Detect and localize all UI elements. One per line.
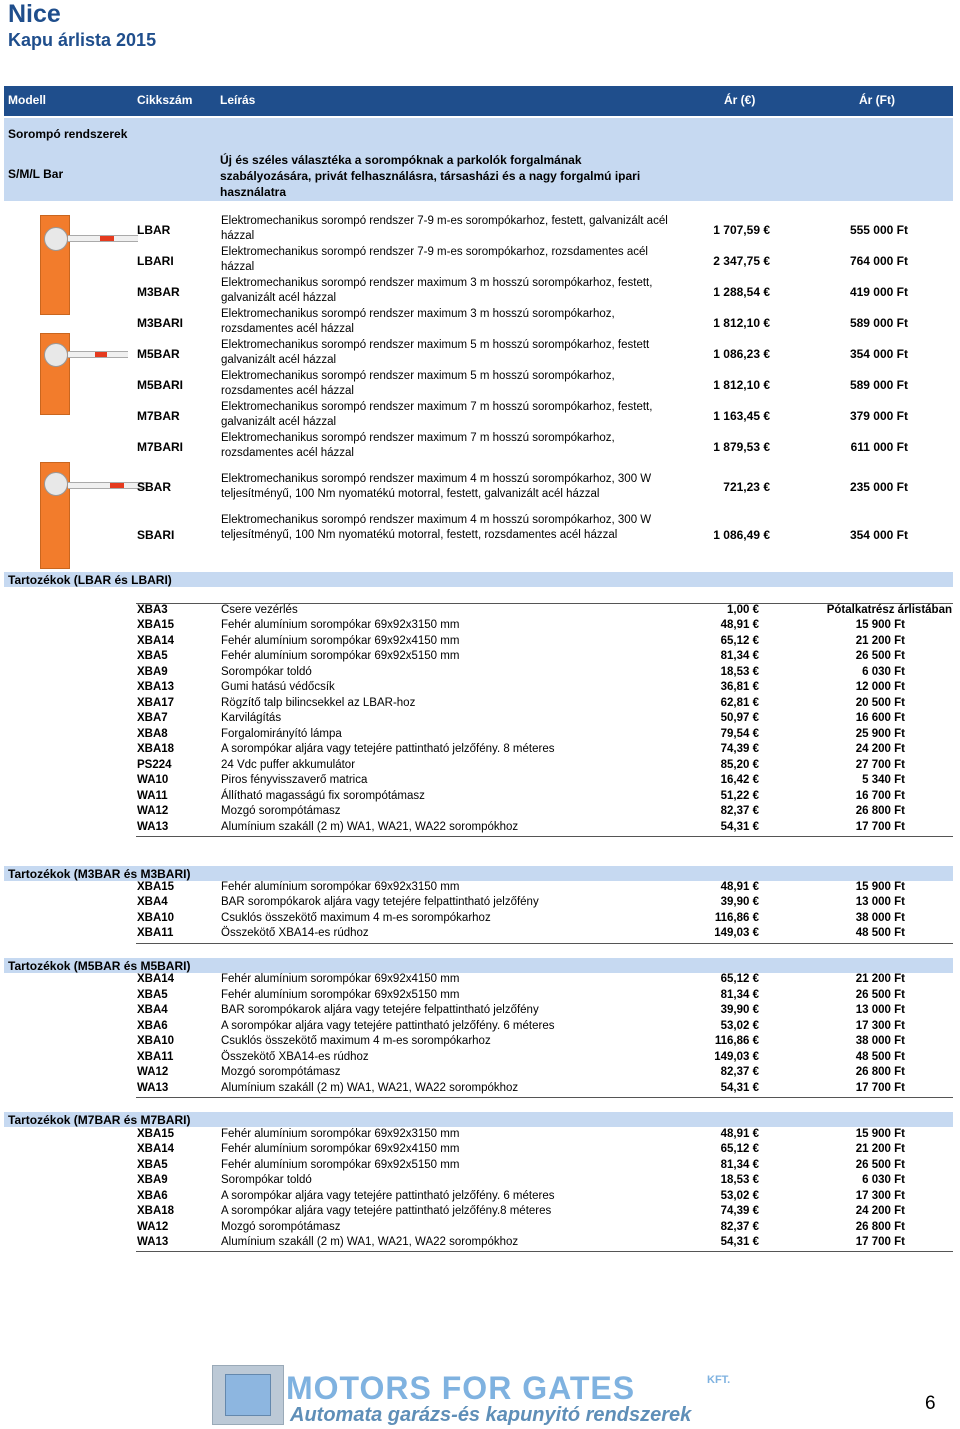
item-code: XBA3 bbox=[137, 604, 168, 616]
accessory-row bbox=[0, 697, 960, 712]
item-price-eur: 36,81 € bbox=[720, 681, 759, 693]
page-number: 6 bbox=[925, 1393, 936, 1414]
item-code: XBA18 bbox=[137, 1205, 175, 1217]
item-price-eur: 81,34 € bbox=[720, 989, 759, 1001]
company-logo-suffix: KFT. bbox=[707, 1374, 731, 1386]
item-price-huf: 26 500 Ft bbox=[855, 650, 905, 662]
accessory-group-title-bar bbox=[4, 958, 953, 973]
accessory-group-title: Tartozékok (M3BAR és M3BARI) bbox=[8, 867, 191, 881]
item-code: XBA8 bbox=[137, 728, 168, 740]
item-price-eur: 53,02 € bbox=[720, 1020, 759, 1032]
accessory-row bbox=[0, 912, 960, 927]
accessory-row bbox=[0, 1020, 960, 1035]
product-model: LBARI bbox=[137, 254, 174, 268]
company-tagline: Automata garázs-és kapunyitó rendszerek bbox=[290, 1404, 692, 1426]
item-desc: Mozgó sorompótámasz bbox=[221, 1221, 341, 1233]
item-code: XBA17 bbox=[137, 697, 175, 709]
item-price-eur: 85,20 € bbox=[720, 759, 759, 771]
accessory-row bbox=[0, 759, 960, 774]
accessory-row bbox=[0, 1128, 960, 1143]
item-code: XBA13 bbox=[137, 681, 175, 693]
item-code: XBA4 bbox=[137, 896, 168, 908]
item-desc: A sorompókar aljára vagy tetejére pattintható jelzőfény. 6 méteres bbox=[221, 1020, 555, 1032]
item-code: WA12 bbox=[137, 1066, 169, 1078]
item-price-huf: 26 800 Ft bbox=[855, 1066, 905, 1078]
item-code: XBA14 bbox=[137, 635, 175, 647]
item-desc: Sorompókar toldó bbox=[221, 666, 312, 678]
product-price-huf: 589 000 Ft bbox=[849, 316, 908, 330]
item-price-eur: 39,90 € bbox=[720, 1004, 759, 1016]
product-model: M5BARI bbox=[137, 378, 184, 392]
item-code: XBA18 bbox=[137, 743, 175, 755]
accessory-row bbox=[0, 1066, 960, 1081]
product-price-eur: 1 812,10 € bbox=[713, 378, 770, 392]
accessory-row bbox=[0, 1236, 960, 1251]
accessory-row bbox=[0, 712, 960, 727]
item-price-huf: 21 200 Ft bbox=[855, 635, 905, 647]
table-header bbox=[4, 86, 953, 116]
item-price-eur: 74,39 € bbox=[720, 1205, 759, 1217]
section-band bbox=[4, 118, 953, 148]
product-desc: Elektromechanikus sorompó rendszer maximum 7 m hosszú sorompókarhoz, rozsdamentes acél házzal bbox=[221, 432, 615, 459]
item-desc: Összekötő XBA14-es rúdhoz bbox=[221, 927, 369, 939]
item-desc: Összekötő XBA14-es rúdhoz bbox=[221, 1051, 369, 1063]
item-price-huf: 12 000 Ft bbox=[855, 681, 905, 693]
item-price-eur: 65,12 € bbox=[720, 973, 759, 985]
item-desc: Állítható magasságú fix sorompótámasz bbox=[221, 790, 425, 802]
accessory-group-title: Tartozékok (M7BAR és M7BARI) bbox=[8, 1113, 191, 1127]
product-model: SBAR bbox=[137, 480, 172, 494]
accessory-row bbox=[0, 989, 960, 1004]
item-price-eur: 65,12 € bbox=[720, 635, 759, 647]
item-price-huf: 24 200 Ft bbox=[855, 743, 905, 755]
item-price-eur: 62,81 € bbox=[720, 697, 759, 709]
product-row bbox=[0, 513, 960, 559]
item-desc: Alumínium szakáll (2 m) WA1, WA21, WA22 sorompókhoz bbox=[221, 1236, 519, 1248]
item-price-huf: 17 300 Ft bbox=[855, 1020, 905, 1032]
item-price-eur: 81,34 € bbox=[720, 650, 759, 662]
accessory-row bbox=[0, 1051, 960, 1066]
item-price-huf: 15 900 Ft bbox=[855, 1128, 905, 1140]
product-price-eur: 1 086,23 € bbox=[713, 347, 770, 361]
product-model: LBAR bbox=[137, 223, 171, 237]
product-price-huf: 611 000 Ft bbox=[850, 440, 908, 454]
item-price-eur: 116,86 € bbox=[714, 912, 759, 924]
product-row bbox=[0, 400, 960, 431]
accessory-row bbox=[0, 728, 960, 743]
intro-model: S/M/L Bar bbox=[8, 167, 64, 181]
item-desc: Sorompókar toldó bbox=[221, 1174, 312, 1186]
item-price-eur: 18,53 € bbox=[720, 666, 759, 678]
item-price-huf: 17 700 Ft bbox=[855, 1236, 905, 1248]
company-logo-text: MOTORS FOR GATES bbox=[286, 1370, 636, 1406]
col-code: Cikkszám bbox=[137, 93, 193, 107]
item-desc: Fehér alumínium sorompókar 69x92x5150 mm bbox=[221, 989, 460, 1001]
item-desc: 24 Vdc puffer akkumulátor bbox=[221, 759, 356, 771]
product-desc: Elektromechanikus sorompó rendszer 7-9 m-es sorompókarhoz, festett, galvanizált acél házzal bbox=[221, 215, 668, 242]
product-price-eur: 1 163,45 € bbox=[713, 409, 770, 423]
col-eur: Ár (€) bbox=[724, 93, 756, 107]
item-code: XBA7 bbox=[137, 712, 168, 724]
product-price-eur: 1 288,54 € bbox=[713, 285, 770, 299]
item-code: XBA5 bbox=[137, 989, 168, 1001]
item-price-huf: 6 030 Ft bbox=[862, 1174, 905, 1186]
item-price-huf: 27 700 Ft bbox=[855, 759, 905, 771]
col-model: Modell bbox=[8, 93, 46, 107]
accessory-row bbox=[0, 927, 960, 942]
accessory-group-title: Tartozékok (LBAR és LBARI) bbox=[8, 573, 172, 587]
item-price-eur: 48,91 € bbox=[720, 881, 759, 893]
item-code: XBA10 bbox=[137, 912, 175, 924]
item-price-eur: 50,97 € bbox=[720, 712, 759, 724]
accessory-row bbox=[0, 1221, 960, 1236]
item-code: XBA11 bbox=[137, 927, 174, 939]
item-code: XBA9 bbox=[137, 666, 168, 678]
item-price-huf: 6 030 Ft bbox=[862, 666, 905, 678]
product-row bbox=[0, 338, 960, 369]
item-price-eur: 48,91 € bbox=[720, 1128, 759, 1140]
item-code: XBA15 bbox=[137, 619, 175, 631]
accessory-row bbox=[0, 666, 960, 681]
item-desc: BAR sorompókarok aljára vagy tetejére felpattintható jelzőfény bbox=[221, 1004, 539, 1016]
item-price-eur: 65,12 € bbox=[720, 1143, 759, 1155]
item-price-eur: 54,31 € bbox=[720, 821, 759, 833]
item-price-eur: 149,03 € bbox=[714, 1051, 759, 1063]
item-code: XBA5 bbox=[137, 650, 168, 662]
intro-text: Új és széles választéka a sorompóknak a parkolók forgalmának szabályozására, privát felhasználásra, társasházi és a nagy forgalmú ipari használatra bbox=[220, 153, 641, 199]
item-code: XBA14 bbox=[137, 1143, 175, 1155]
item-price-huf: 48 500 Ft bbox=[855, 927, 905, 939]
product-row bbox=[0, 214, 960, 245]
item-price-huf: 21 200 Ft bbox=[855, 973, 905, 985]
item-code: XBA9 bbox=[137, 1174, 168, 1186]
item-desc: Fehér alumínium sorompókar 69x92x3150 mm bbox=[221, 1128, 460, 1140]
product-row bbox=[0, 431, 960, 462]
accessory-row bbox=[0, 635, 960, 650]
item-price-eur: 82,37 € bbox=[720, 805, 759, 817]
accessory-row bbox=[0, 881, 960, 896]
item-desc: Gumi hatású védőcsík bbox=[221, 681, 335, 693]
group-separator bbox=[136, 836, 953, 837]
product-price-eur: 1 812,10 € bbox=[713, 316, 770, 330]
item-code: WA13 bbox=[137, 1082, 169, 1094]
item-price-eur: 82,37 € bbox=[720, 1221, 759, 1233]
accessory-row bbox=[0, 681, 960, 696]
accessory-row bbox=[0, 805, 960, 820]
product-desc: Elektromechanikus sorompó rendszer maximum 4 m hosszú sorompókarhoz, 300 W teljesítményű, 100 Nm nyomatékú motorral, festett, rozsdamentes acél házzal bbox=[221, 514, 652, 541]
product-price-huf: 379 000 Ft bbox=[849, 409, 908, 423]
item-price-huf: 15 900 Ft bbox=[855, 619, 905, 631]
accessory-row bbox=[0, 821, 960, 836]
group-separator bbox=[136, 1251, 953, 1252]
accessory-group-title-bar bbox=[4, 572, 953, 587]
item-code: XBA6 bbox=[137, 1020, 168, 1032]
product-desc: Elektromechanikus sorompó rendszer maximum 7 m hosszú sorompókarhoz, festett, galvanizált acél házzal bbox=[221, 401, 653, 428]
product-model: SBARI bbox=[137, 528, 175, 542]
item-desc: Mozgó sorompótámasz bbox=[221, 1066, 341, 1078]
item-price-huf: 38 000 Ft bbox=[855, 912, 905, 924]
item-price-eur: 79,54 € bbox=[720, 728, 759, 740]
item-desc: Fehér alumínium sorompókar 69x92x3150 mm bbox=[221, 881, 460, 893]
product-price-huf: 764 000 Ft bbox=[849, 254, 908, 268]
product-desc: Elektromechanikus sorompó rendszer maximum 5 m hosszú sorompókarhoz, rozsdamentes acél házzal bbox=[221, 370, 615, 397]
item-desc: Alumínium szakáll (2 m) WA1, WA21, WA22 sorompókhoz bbox=[221, 821, 519, 833]
item-desc: Fehér alumínium sorompókar 69x92x5150 mm bbox=[221, 650, 460, 662]
item-price-huf: 17 300 Ft bbox=[855, 1190, 905, 1202]
product-desc: Elektromechanikus sorompó rendszer maximum 3 m hosszú sorompókarhoz, rozsdamentes acél házzal bbox=[221, 308, 615, 335]
price-list-subtitle: Kapu árlista 2015 bbox=[8, 30, 157, 50]
item-desc: Rögzítő talp bilincsekkel az LBAR-hoz bbox=[221, 697, 416, 709]
product-price-eur: 2 347,75 € bbox=[713, 254, 770, 268]
accessory-row bbox=[0, 604, 960, 619]
item-price-huf: 25 900 Ft bbox=[855, 728, 905, 740]
item-price-huf: 13 000 Ft bbox=[855, 896, 905, 908]
item-desc: A sorompókar aljára vagy tetejére pattintható jelzőfény.8 méteres bbox=[221, 1205, 552, 1217]
product-model: M7BAR bbox=[137, 409, 180, 423]
product-desc: Elektromechanikus sorompó rendszer maximum 4 m hosszú sorompókarhoz, 300 W teljesítményű, 100 Nm nyomatékú motorral, festett, galvanizált acél házzal bbox=[221, 473, 652, 500]
product-price-eur: 721,23 € bbox=[723, 480, 770, 494]
item-price-eur: 18,53 € bbox=[720, 1174, 759, 1186]
item-price-eur: 82,37 € bbox=[720, 1066, 759, 1078]
accessory-row bbox=[0, 896, 960, 911]
group-separator bbox=[136, 943, 953, 944]
item-desc: A sorompókar aljára vagy tetejére pattintható jelzőfény. 8 méteres bbox=[221, 743, 555, 755]
accessory-row bbox=[0, 619, 960, 634]
item-price-eur: 1,00 € bbox=[727, 604, 759, 616]
item-desc: Mozgó sorompótámasz bbox=[221, 805, 341, 817]
item-price-huf: 17 700 Ft bbox=[855, 1082, 905, 1094]
item-code: XBA5 bbox=[137, 1159, 168, 1171]
product-price-huf: 354 000 Ft bbox=[849, 528, 908, 542]
item-price-huf: 16 700 Ft bbox=[855, 790, 905, 802]
item-desc: Fehér alumínium sorompókar 69x92x4150 mm bbox=[221, 1143, 460, 1155]
item-desc: Csuklós összekötő maximum 4 m-es sorompókarhoz bbox=[221, 912, 491, 924]
product-price-huf: 419 000 Ft bbox=[849, 285, 908, 299]
item-price-huf: 16 600 Ft bbox=[855, 712, 905, 724]
item-desc: Fehér alumínium sorompókar 69x92x4150 mm bbox=[221, 973, 460, 985]
item-price-eur: 54,31 € bbox=[720, 1236, 759, 1248]
item-price-huf: 15 900 Ft bbox=[855, 881, 905, 893]
item-desc: Karvilágítás bbox=[221, 712, 282, 724]
item-code: WA13 bbox=[137, 1236, 169, 1248]
item-price-eur: 16,42 € bbox=[720, 774, 759, 786]
item-code: WA12 bbox=[137, 1221, 169, 1233]
item-price-huf: 5 340 Ft bbox=[862, 774, 905, 786]
item-desc: Fehér alumínium sorompókar 69x92x5150 mm bbox=[221, 1159, 460, 1171]
item-price-eur: 116,86 € bbox=[714, 1035, 759, 1047]
item-price-huf: 13 000 Ft bbox=[855, 1004, 905, 1016]
item-code: WA10 bbox=[137, 774, 169, 786]
product-price-huf: 235 000 Ft bbox=[849, 480, 908, 494]
product-row bbox=[0, 369, 960, 400]
item-desc: A sorompókar aljára vagy tetejére pattintható jelzőfény. 6 méteres bbox=[221, 1190, 555, 1202]
product-model: M3BAR bbox=[137, 285, 180, 299]
item-price-huf: 21 200 Ft bbox=[855, 1143, 905, 1155]
col-desc: Leírás bbox=[220, 93, 256, 107]
item-desc: Piros fényvisszaverő matrica bbox=[221, 774, 368, 786]
product-model: M5BAR bbox=[137, 347, 180, 361]
item-price-eur: 51,22 € bbox=[720, 790, 759, 802]
accessory-row bbox=[0, 1143, 960, 1158]
item-code: XBA11 bbox=[137, 1051, 174, 1063]
accessory-row bbox=[0, 790, 960, 805]
accessory-group-title-bar bbox=[4, 866, 953, 881]
product-price-huf: 589 000 Ft bbox=[849, 378, 908, 392]
item-code: XBA14 bbox=[137, 973, 175, 985]
item-code: XBA10 bbox=[137, 1035, 175, 1047]
item-price-eur: 149,03 € bbox=[714, 927, 759, 939]
item-desc: Csuklós összekötő maximum 4 m-es sorompókarhoz bbox=[221, 1035, 491, 1047]
item-price-huf: 26 500 Ft bbox=[855, 989, 905, 1001]
brand-title: Nice bbox=[8, 0, 61, 28]
product-row bbox=[0, 276, 960, 307]
item-code: WA13 bbox=[137, 821, 169, 833]
product-desc: Elektromechanikus sorompó rendszer maximum 5 m hosszú sorompókarhoz, festett galvanizált acél házzal bbox=[221, 339, 650, 366]
accessory-row bbox=[0, 743, 960, 758]
accessory-row bbox=[0, 1205, 960, 1220]
item-desc: Fehér alumínium sorompókar 69x92x4150 mm bbox=[221, 635, 460, 647]
accessory-row bbox=[0, 1004, 960, 1019]
item-price-eur: 54,31 € bbox=[720, 1082, 759, 1094]
item-code: PS224 bbox=[137, 759, 172, 771]
item-price-huf: 38 000 Ft bbox=[855, 1035, 905, 1047]
accessory-group-title-bar bbox=[4, 1112, 953, 1127]
item-price-huf: 26 800 Ft bbox=[855, 1221, 905, 1233]
group-separator bbox=[136, 1097, 953, 1098]
item-price-huf: 20 500 Ft bbox=[855, 697, 905, 709]
item-desc: Csere vezérlés bbox=[221, 604, 298, 616]
item-price-huf: 26 500 Ft bbox=[855, 1159, 905, 1171]
item-price-eur: 48,91 € bbox=[720, 619, 759, 631]
item-code: XBA15 bbox=[137, 1128, 175, 1140]
item-price-eur: 53,02 € bbox=[720, 1190, 759, 1202]
product-price-huf: 354 000 Ft bbox=[849, 347, 908, 361]
product-row bbox=[0, 307, 960, 338]
accessory-row bbox=[0, 1190, 960, 1205]
accessory-row bbox=[0, 1082, 960, 1097]
item-price-huf: Pótalkatrész árlistában bbox=[826, 604, 952, 616]
accessory-row bbox=[0, 973, 960, 988]
item-desc: BAR sorompókarok aljára vagy tetejére felpattintható jelzőfény bbox=[221, 896, 539, 908]
product-row bbox=[0, 245, 960, 276]
item-code: XBA4 bbox=[137, 1004, 168, 1016]
col-huf: Ár (Ft) bbox=[859, 93, 895, 107]
item-price-huf: 48 500 Ft bbox=[855, 1051, 905, 1063]
product-desc: Elektromechanikus sorompó rendszer maximum 3 m hosszú sorompókarhoz, festett, galvanizált acél házzal bbox=[221, 277, 653, 304]
product-row bbox=[0, 472, 960, 504]
accessory-row bbox=[0, 1174, 960, 1189]
item-price-huf: 17 700 Ft bbox=[855, 821, 905, 833]
product-model: M3BARI bbox=[137, 316, 184, 330]
item-desc: Fehér alumínium sorompókar 69x92x3150 mm bbox=[221, 619, 460, 631]
item-code: WA11 bbox=[137, 790, 168, 802]
item-code: WA12 bbox=[137, 805, 169, 817]
item-desc: Alumínium szakáll (2 m) WA1, WA21, WA22 sorompókhoz bbox=[221, 1082, 519, 1094]
accessory-row bbox=[0, 774, 960, 789]
item-code: XBA6 bbox=[137, 1190, 168, 1202]
accessory-row bbox=[0, 1035, 960, 1050]
accessory-group-title: Tartozékok (M5BAR és M5BARI) bbox=[8, 959, 191, 973]
item-price-eur: 39,90 € bbox=[720, 896, 759, 908]
item-price-eur: 81,34 € bbox=[720, 1159, 759, 1171]
item-price-huf: 26 800 Ft bbox=[855, 805, 905, 817]
item-code: XBA15 bbox=[137, 881, 175, 893]
product-model: M7BARI bbox=[137, 440, 184, 454]
item-price-huf: 24 200 Ft bbox=[855, 1205, 905, 1217]
company-logo-emblem bbox=[212, 1365, 284, 1425]
product-price-eur: 1 086,49 € bbox=[713, 528, 770, 542]
item-desc: Forgalomirányító lámpa bbox=[221, 728, 342, 740]
accessory-row bbox=[0, 650, 960, 665]
product-price-huf: 555 000 Ft bbox=[849, 223, 908, 237]
accessory-row bbox=[0, 1159, 960, 1174]
item-price-eur: 74,39 € bbox=[720, 743, 759, 755]
product-price-eur: 1 879,53 € bbox=[713, 440, 770, 454]
section-title: Sorompó rendszerek bbox=[8, 127, 128, 141]
product-desc: Elektromechanikus sorompó rendszer 7-9 m-es sorompókarhoz, rozsdamentes acél házzal bbox=[221, 246, 648, 273]
product-price-eur: 1 707,59 € bbox=[713, 223, 770, 237]
